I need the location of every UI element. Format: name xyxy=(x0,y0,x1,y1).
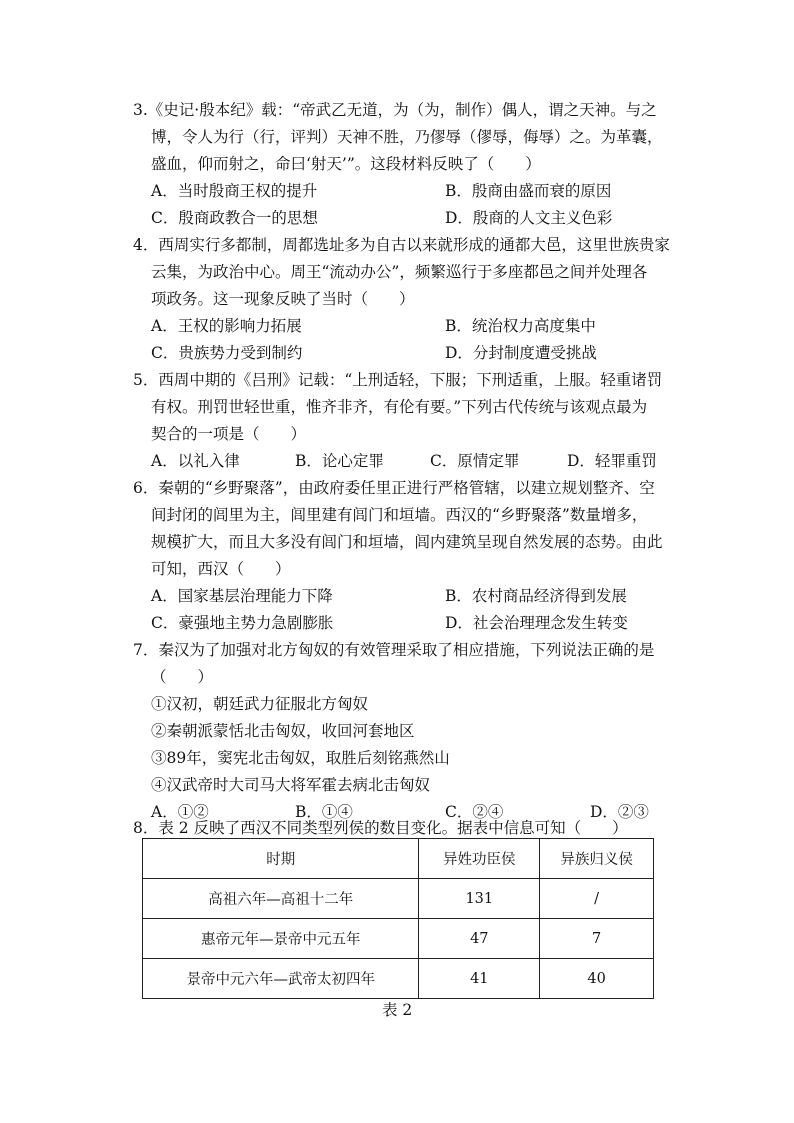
data-table xyxy=(142,838,654,999)
table-cell: 41 xyxy=(419,959,540,999)
table-cell: 40 xyxy=(540,959,654,999)
table-header-period: 时期 xyxy=(143,839,419,879)
q3-option-b: B．殷商由盛而衰的原因 xyxy=(445,182,612,200)
q7-item-1: ①汉初，朝廷武力征服北方匈奴 xyxy=(151,695,369,713)
q3-option-d: D．殷商的人文主义色彩 xyxy=(445,209,613,227)
q7-item-2: ②秦朝派蒙恬北击匈奴，收回河套地区 xyxy=(151,722,415,740)
q5-line-1: 5．西周中期的《吕刑》记载：“上刑适轻，下服；下刑适重，上服。轻重诸罚 xyxy=(133,371,663,389)
q7-item-3: ③89年，窦宪北击匈奴，取胜后刻铭燕然山 xyxy=(151,749,450,767)
q3-line-1: 3.《史记·殷本纪》载：“帝武乙无道，为（为，制作）偶人，谓之天神。与之 xyxy=(133,101,657,119)
q4-option-d: D．分封制度遭受挑战 xyxy=(445,344,597,362)
q5-option-a: A．以礼入律 xyxy=(151,452,240,470)
q5-option-d: D．轻罪重罚 xyxy=(567,452,657,470)
q4-option-a: A．王权的影响力拓展 xyxy=(151,317,302,335)
q6-option-d: D．社会治理理念发生转变 xyxy=(445,614,628,632)
table-cell: 131 xyxy=(419,879,540,919)
table-header-foreign-surname-merit: 异姓功臣侯 xyxy=(419,839,540,879)
q7-line-1: 7．秦汉为了加强对北方匈奴的有效管理采取了相应措施，下列说法正确的是 xyxy=(133,641,655,659)
q4-option-c: C．贵族势力受到制约 xyxy=(151,344,303,362)
q4-line-3: 项政务。这一现象反映了当时（ ） xyxy=(151,290,415,308)
table-cell: / xyxy=(540,879,654,919)
q3-option-c: C．殷商政教合一的思想 xyxy=(151,209,318,227)
q6-option-c: C．豪强地主势力急剧膨胀 xyxy=(151,614,334,632)
table-cell: 47 xyxy=(419,919,540,959)
q7-option-c: C．②④ xyxy=(445,803,504,821)
q6-option-a: A．国家基层治理能力下降 xyxy=(151,587,333,605)
table-row xyxy=(143,959,654,999)
table-row xyxy=(143,919,654,959)
q6-line-2: 间封闭的闾里为主，闾里建有闾门和垣墙。西汉的“乡野聚落”数量增多， xyxy=(151,506,648,524)
q5-line-2: 有权。刑罚世轻世重，惟齐非齐，有伦有要。”下列古代传统与该观点最为 xyxy=(151,398,648,416)
q3-option-a: A．当时殷商王权的提升 xyxy=(151,182,318,200)
q6-option-b: B．农村商品经济得到发展 xyxy=(445,587,627,605)
q6-line-1: 6．秦朝的“乡野聚落”，由政府委任里正进行严格管辖，以建立规划整齐、空 xyxy=(133,479,655,497)
table-cell: 高祖六年—高祖十二年 xyxy=(143,879,419,919)
q7-option-a: A．①② xyxy=(151,803,209,821)
q7-item-4: ④汉武帝时大司马大将军霍去病北击匈奴 xyxy=(151,776,431,794)
table-caption: 表 2 xyxy=(382,1001,413,1019)
q5-line-3: 契合的一项是（ ） xyxy=(151,425,307,443)
q8-line-1: 8．表 2 反映了西汉不同类型列侯的数目变化。据表中信息可知（ ） xyxy=(133,819,628,837)
q3-line-2: 博，令人为行（行，评判）天神不胜，乃僇辱（僇辱，侮辱）之。为革囊， xyxy=(151,128,663,146)
q6-line-4: 可知，西汉（ ） xyxy=(151,560,291,578)
q7-option-b: B．①④ xyxy=(295,803,353,821)
table-header-row xyxy=(143,839,654,879)
table-cell: 7 xyxy=(540,919,654,959)
q5-option-b: B．论心定罪 xyxy=(295,452,384,470)
table-header-foreign-tribe-submission: 异族归义侯 xyxy=(540,839,654,879)
table-row xyxy=(143,879,654,919)
q4-option-b: B．统治权力高度集中 xyxy=(445,317,596,335)
q7-option-d: D．②③ xyxy=(590,803,649,821)
q4-line-1: 4．西周实行多都制，周都选址多为自古以来就形成的通都大邑，这里世族贵家 xyxy=(133,236,670,254)
q6-line-3: 规模扩大，而且大多没有闾门和垣墙，闾内建筑呈现自然发展的态势。由此 xyxy=(151,533,663,551)
q7-line-2: （ ） xyxy=(151,668,214,686)
q5-option-c: C．原情定罪 xyxy=(430,452,520,470)
table-cell: 景帝中元六年—武帝太初四年 xyxy=(143,959,419,999)
table-cell: 惠帝元年—景帝中元五年 xyxy=(143,919,419,959)
q4-line-2: 云集，为政治中心。周王“流动办公”，频繁巡行于多座都邑之间并处理各 xyxy=(151,263,648,281)
q3-line-3: 盛血，仰而射之，命曰‘射天’”。这段材料反映了（ ） xyxy=(151,155,541,173)
